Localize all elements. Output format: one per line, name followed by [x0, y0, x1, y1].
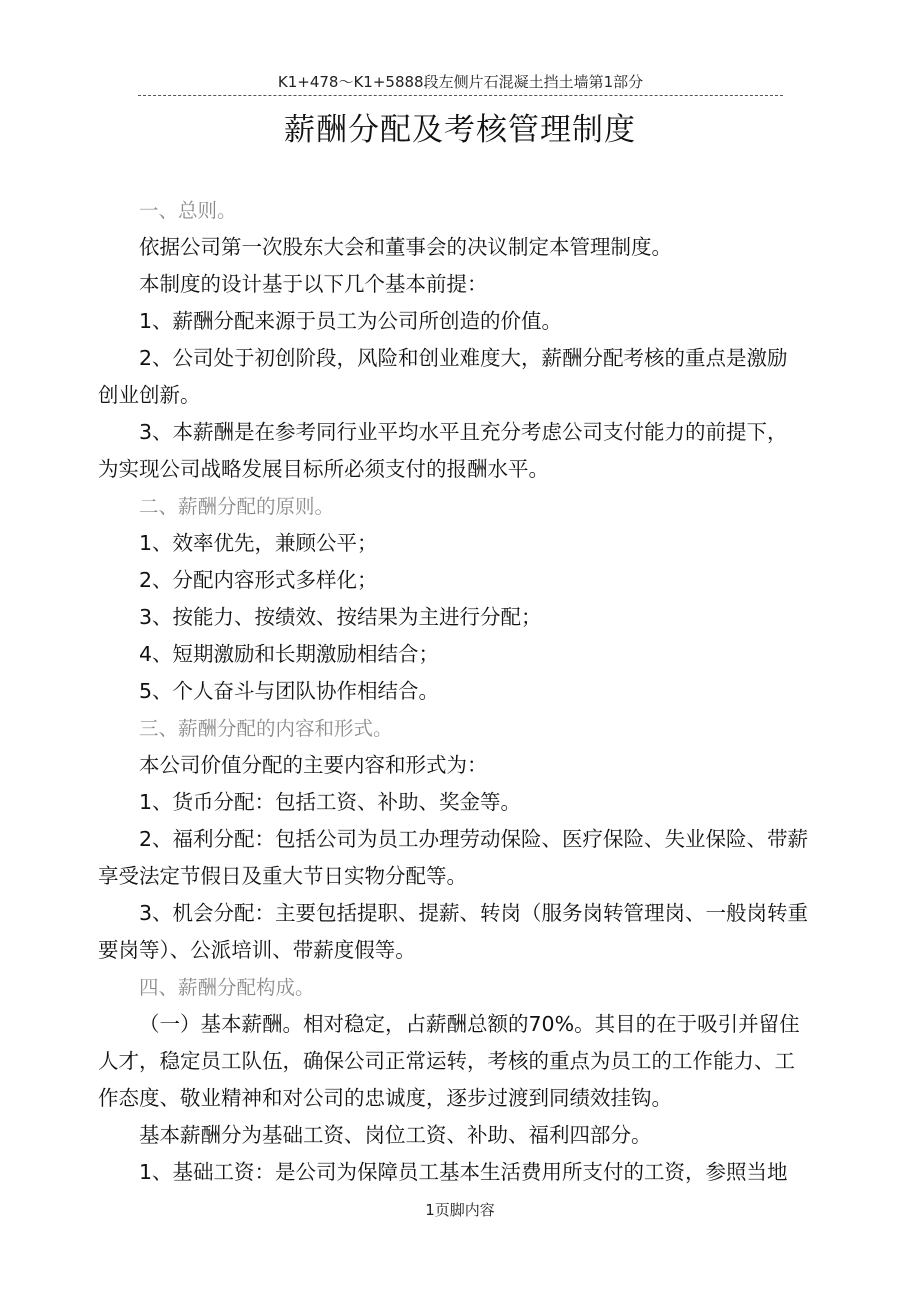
- list-item: 2、公司处于初创阶段，风险和创业难度大，薪酬分配考核的重点是激励: [139, 346, 788, 370]
- section-heading-content: 三、薪酬分配的内容和形式。: [139, 717, 393, 740]
- paragraph-continuation: 人才，稳定员工队伍，确保公司正常运转，考核的重点为员工的工作能力、工: [98, 1049, 795, 1073]
- list-item-continuation: 为实现公司战略发展目标所必须支付的报酬水平。: [98, 457, 549, 481]
- paragraph: 本制度的设计基于以下几个基本前提：: [139, 272, 488, 296]
- paragraph: 基本薪酬分为基础工资、岗位工资、补助、福利四部分。: [139, 1123, 652, 1147]
- list-item: 1、薪酬分配来源于员工为公司所创造的价值。: [139, 309, 563, 333]
- section-heading-composition: 四、薪酬分配构成。: [139, 976, 315, 999]
- list-item: 3、本薪酬是在参考同行业平均水平且充分考虑公司支付能力的前提下，: [139, 420, 788, 444]
- paragraph: 本公司价值分配的主要内容和形式为：: [139, 753, 488, 777]
- list-item: 5、个人奋斗与团队协作相结合。: [139, 679, 440, 703]
- list-item: 3、机会分配：主要包括提职、提薪、转岗（服务岗转管理岗、一般岗转重: [139, 901, 809, 925]
- list-item: 4、短期激励和长期激励相结合；: [139, 642, 440, 666]
- document-body: [98, 192, 828, 1191]
- list-item: 1、效率优先，兼顾公平；: [139, 531, 378, 555]
- section-heading-principles: 二、薪酬分配的原则。: [139, 495, 335, 518]
- paragraph: （一）基本薪酬。相对稳定，占薪酬总额的70%。其目的在于吸引并留住: [139, 1012, 800, 1036]
- document-title: 薪酬分配及考核管理制度: [284, 112, 636, 148]
- page-header: K1+478～K1+5888段左侧片石混凝土挡土墙第1部分: [277, 73, 644, 91]
- paragraph: 依据公司第一次股东大会和董事会的决议制定本管理制度。: [139, 235, 672, 259]
- list-item: 3、按能力、按绩效、按结果为主进行分配；: [139, 605, 542, 629]
- list-item: 1、基础工资：是公司为保障员工基本生活费用所支付的工资，参照当地: [139, 1160, 788, 1184]
- paragraph-continuation: 作态度、敬业精神和对公司的忠诚度，逐步过渡到同绩效挂钩。: [98, 1086, 672, 1110]
- list-item-continuation: 享受法定节假日及重大节日实物分配等。: [98, 864, 467, 888]
- list-item-continuation: 要岗等）、公派培训、带薪度假等。: [98, 938, 416, 962]
- header-divider: [138, 95, 783, 96]
- section-heading-general: 一、总则。: [139, 199, 237, 222]
- page-footer: 1页脚内容: [425, 1201, 495, 1219]
- list-item: 2、分配内容形式多样化；: [139, 568, 378, 592]
- list-item-continuation: 创业创新。: [98, 383, 201, 407]
- list-item: 1、货币分配：包括工资、补助、奖金等。: [139, 790, 522, 814]
- list-item: 2、福利分配：包括公司为员工办理劳动保险、医疗保险、失业保险、带薪: [139, 827, 809, 851]
